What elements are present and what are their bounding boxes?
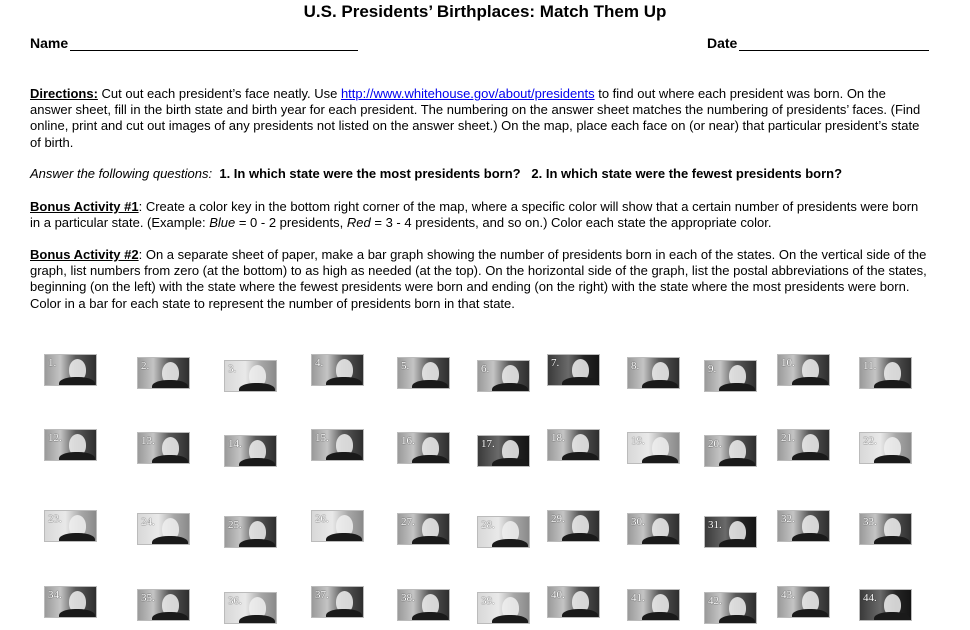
president-number: 2.: [141, 360, 150, 372]
president-number: 14.: [228, 438, 242, 450]
president-photo: [628, 590, 679, 620]
portrait-shoulders: [874, 612, 910, 620]
president-photo: [138, 514, 189, 544]
portrait-shoulders: [412, 612, 448, 620]
president-photo: [312, 511, 363, 541]
president-photo: [45, 587, 96, 617]
president-photo: [312, 430, 363, 460]
portrait-shoulders: [152, 612, 188, 620]
president-number: 22.: [863, 435, 877, 447]
bonus-1-red: Red: [346, 215, 371, 231]
portrait-shoulders: [719, 539, 755, 547]
president-photo: [628, 358, 679, 388]
president-number: 3.: [228, 363, 237, 375]
portrait-shoulders: [642, 380, 678, 388]
bonus-1-lead: Bonus Activity #1: [30, 199, 139, 214]
portrait-shoulders: [59, 533, 95, 541]
president-photo: [548, 355, 599, 385]
directions-text-1: Cut out each president’s face neatly. Use: [97, 86, 341, 101]
directions-lead: Directions:: [30, 86, 98, 101]
portrait-shoulders: [152, 536, 188, 544]
portrait-shoulders: [492, 458, 528, 466]
president-number: 30.: [631, 516, 645, 528]
portrait-shoulders: [326, 533, 362, 541]
portrait-shoulders: [492, 615, 528, 623]
question-1: 1. In which state were the most presidents born?: [219, 166, 521, 181]
president-photo: [705, 436, 756, 466]
president-number: 34.: [48, 589, 62, 601]
president-number: 41.: [631, 592, 645, 604]
president-photo: [548, 430, 599, 460]
president-photo: [398, 514, 449, 544]
president-number: 33.: [863, 516, 877, 528]
portrait-shoulders: [719, 458, 755, 466]
president-photo: [860, 514, 911, 544]
president-number: 11.: [863, 360, 877, 372]
president-photo: [860, 358, 911, 388]
name-label: Name: [30, 35, 69, 51]
portrait-shoulders: [792, 452, 828, 460]
president-number: 24.: [141, 516, 155, 528]
whitehouse-link[interactable]: http://www.whitehouse.gov/about/presidents: [340, 86, 595, 101]
portrait-shoulders: [874, 380, 910, 388]
portrait-shoulders: [492, 383, 528, 391]
president-number: 29.: [551, 513, 565, 525]
president-photo: [860, 590, 911, 620]
president-number: 28.: [481, 519, 495, 531]
portrait-shoulders: [492, 539, 528, 547]
president-number: 35.: [141, 592, 155, 604]
president-number: 5.: [401, 360, 410, 372]
president-number: 36.: [228, 595, 242, 607]
portrait-shoulders: [59, 377, 95, 385]
president-photo: [478, 436, 529, 466]
president-photo: [398, 433, 449, 463]
portrait-shoulders: [412, 455, 448, 463]
portrait-shoulders: [562, 377, 598, 385]
president-photo: [45, 511, 96, 541]
president-photo: [45, 355, 96, 385]
question-2: 2. In which state were the fewest presidents born?: [531, 166, 843, 181]
president-number: 37.: [315, 589, 329, 601]
president-photo: [548, 511, 599, 541]
president-number: 13.: [141, 435, 155, 447]
president-photo: [225, 436, 276, 466]
portrait-shoulders: [326, 377, 362, 385]
president-number: 18.: [551, 432, 565, 444]
portrait-shoulders: [239, 615, 275, 623]
president-photo: [705, 361, 756, 391]
portrait-shoulders: [326, 452, 362, 460]
president-number: 7.: [551, 357, 560, 369]
president-number: 17.: [481, 438, 495, 450]
president-photo: [225, 361, 276, 391]
president-photo: [478, 517, 529, 547]
president-photo: [398, 590, 449, 620]
president-photo: [138, 590, 189, 620]
portrait-shoulders: [562, 533, 598, 541]
president-photo: [548, 587, 599, 617]
portrait-shoulders: [562, 452, 598, 460]
bonus-1-text-2: = 0 - 2 presidents,: [235, 215, 347, 231]
president-photo: [225, 593, 276, 623]
president-photo: [705, 517, 756, 547]
president-photo: [778, 511, 829, 541]
portrait-shoulders: [874, 536, 910, 544]
portrait-shoulders: [239, 383, 275, 391]
president-number: 15.: [315, 432, 329, 444]
portrait-shoulders: [642, 536, 678, 544]
president-number: 16.: [401, 435, 415, 447]
president-photo: [705, 593, 756, 623]
president-number: 1.: [48, 357, 57, 369]
portrait-shoulders: [792, 377, 828, 385]
president-number: 12.: [48, 432, 62, 444]
president-number: 10.: [781, 357, 795, 369]
president-photo: [478, 361, 529, 391]
bonus-1-text-3: = 3 - 4 presidents, and so on.) Color each state the appropriate color.: [370, 215, 772, 231]
president-number: 21.: [781, 432, 795, 444]
president-photo: [778, 587, 829, 617]
president-number: 32.: [781, 513, 795, 525]
bonus-1-text-1: : Create a color key in the bottom right corner of the map, where a specific color will show that a certain number of presidents were born in a particular state. (Example:: [30, 199, 919, 231]
president-photo: [312, 355, 363, 385]
president-photo: [45, 430, 96, 460]
portrait-shoulders: [562, 609, 598, 617]
president-number: 25.: [228, 519, 242, 531]
portrait-shoulders: [152, 380, 188, 388]
portrait-shoulders: [152, 455, 188, 463]
president-photo: [628, 514, 679, 544]
portrait-shoulders: [792, 533, 828, 541]
president-photo: [312, 587, 363, 617]
president-photo: [225, 517, 276, 547]
president-number: 19.: [631, 435, 645, 447]
portrait-shoulders: [59, 609, 95, 617]
portrait-shoulders: [239, 539, 275, 547]
president-photo: [778, 430, 829, 460]
president-photo: [628, 433, 679, 463]
portrait-shoulders: [412, 536, 448, 544]
portrait-shoulders: [642, 455, 678, 463]
portrait-shoulders: [59, 452, 95, 460]
portrait-shoulders: [719, 383, 755, 391]
president-photo: [138, 433, 189, 463]
worksheet-title: U.S. Presidents’ Birthplaces: Match Them Up: [303, 2, 667, 21]
portrait-shoulders: [874, 455, 910, 463]
president-number: 42.: [708, 595, 722, 607]
portrait-shoulders: [642, 612, 678, 620]
portrait-shoulders: [326, 609, 362, 617]
president-number: 31.: [708, 519, 722, 531]
president-photo: [138, 358, 189, 388]
portrait-shoulders: [719, 615, 755, 623]
president-number: 38.: [401, 592, 415, 604]
president-number: 9.: [708, 363, 717, 375]
portrait-shoulders: [412, 380, 448, 388]
portrait-shoulders: [239, 458, 275, 466]
date-label: Date: [707, 35, 738, 51]
president-number: 44.: [863, 592, 877, 604]
president-number: 40.: [551, 589, 565, 601]
president-number: 6.: [481, 363, 490, 375]
president-photo: [398, 358, 449, 388]
president-number: 4.: [315, 357, 324, 369]
bonus-1-blue: Blue: [209, 215, 236, 231]
president-photo: [860, 433, 911, 463]
president-number: 39.: [481, 595, 495, 607]
president-number: 23.: [48, 513, 62, 525]
bonus-2-text: : On a separate sheet of paper, make a bar graph showing the number of presidents born in each of the states. On the vertical side of the graph, list numbers from zero (at the bottom) to as high as needed (at the top). On the horizontal side of the graph, list the postal abbreviations of the states, beginning (on the left) with the state where the fewest presidents were born and ending (on the right) with the state where the most presidents were born. Color in a bar for each state to represent the number of presidents born in that state.: [30, 247, 927, 311]
president-number: 27.: [401, 516, 415, 528]
bonus-2-lead: Bonus Activity #2: [30, 247, 139, 262]
questions-intro: Answer the following questions:: [30, 166, 213, 181]
portrait-shoulders: [792, 609, 828, 617]
president-photo: [778, 355, 829, 385]
directions-text-2: to find out where each president was born. On the answer sheet, fill in the birth state and birth year for each president. The numbering on the answer sheet matches the numbering of presidents’ faces. (Find online, print and cut out images of any presidents not listed on the answer sheet.) On the map, place each face on (or near) that particular president’s state of birth.: [30, 86, 921, 150]
president-number: 8.: [631, 360, 640, 372]
president-photo: [478, 593, 529, 623]
president-number: 26.: [315, 513, 329, 525]
president-number: 43.: [781, 589, 795, 601]
president-number: 20.: [708, 438, 722, 450]
